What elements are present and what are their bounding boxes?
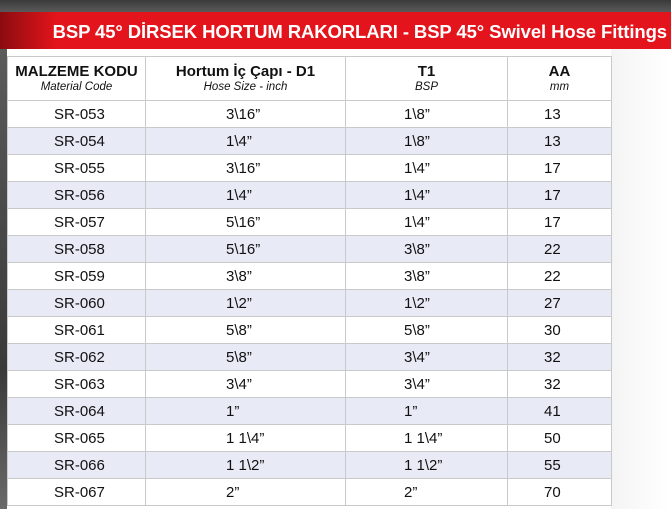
t1-cell: 1” bbox=[346, 398, 508, 425]
fittings-table bbox=[7, 56, 612, 506]
t1-cell: 1 1\4” bbox=[346, 425, 508, 452]
column-subtitle: Material Code bbox=[40, 81, 113, 93]
column-subtitle: Hose Size - inch bbox=[203, 81, 288, 93]
aa-cell: 55 bbox=[508, 452, 612, 479]
column-title: AA bbox=[548, 63, 571, 80]
hose-size-cell: 1 1\4” bbox=[146, 425, 346, 452]
aa-cell: 32 bbox=[508, 344, 612, 371]
hose-size-cell: 3\8” bbox=[146, 263, 346, 290]
table-row bbox=[8, 155, 612, 182]
right-margin bbox=[611, 49, 671, 509]
column-header-aa bbox=[508, 57, 612, 101]
material-code-cell: SR-058 bbox=[8, 236, 146, 263]
table-row bbox=[8, 344, 612, 371]
column-title: MALZEME KODU bbox=[15, 63, 138, 80]
material-code-cell: SR-064 bbox=[8, 398, 146, 425]
material-code-cell: SR-066 bbox=[8, 452, 146, 479]
aa-cell: 22 bbox=[508, 263, 612, 290]
material-code-cell: SR-062 bbox=[8, 344, 146, 371]
table-row bbox=[8, 452, 612, 479]
table-row bbox=[8, 371, 612, 398]
t1-cell: 2” bbox=[346, 479, 508, 506]
aa-cell: 30 bbox=[508, 317, 612, 344]
t1-cell: 3\8” bbox=[346, 263, 508, 290]
hose-size-cell: 5\16” bbox=[146, 236, 346, 263]
aa-cell: 22 bbox=[508, 236, 612, 263]
t1-cell: 5\8” bbox=[346, 317, 508, 344]
hose-size-cell: 5\16” bbox=[146, 209, 346, 236]
material-code-cell: SR-061 bbox=[8, 317, 146, 344]
table-row bbox=[8, 290, 612, 317]
material-code-cell: SR-053 bbox=[8, 101, 146, 128]
hose-size-cell: 1” bbox=[146, 398, 346, 425]
table-row bbox=[8, 479, 612, 506]
column-subtitle: mm bbox=[549, 81, 570, 93]
hose-size-cell: 2” bbox=[146, 479, 346, 506]
table-row bbox=[8, 236, 612, 263]
aa-cell: 70 bbox=[508, 479, 612, 506]
table-row bbox=[8, 209, 612, 236]
aa-cell: 50 bbox=[508, 425, 612, 452]
hose-size-cell: 1 1\2” bbox=[146, 452, 346, 479]
material-code-cell: SR-059 bbox=[8, 263, 146, 290]
page-title: BSP 45° DİRSEK HORTUM RAKORLARI - BSP 45° Swivel Hose Fittings bbox=[52, 21, 667, 42]
material-code-cell: SR-054 bbox=[8, 128, 146, 155]
hose-size-cell: 3\16” bbox=[146, 155, 346, 182]
aa-cell: 17 bbox=[508, 182, 612, 209]
material-code-cell: SR-056 bbox=[8, 182, 146, 209]
column-header-material-code bbox=[8, 57, 146, 101]
table-row bbox=[8, 317, 612, 344]
t1-cell: 1\4” bbox=[346, 182, 508, 209]
column-title: Hortum İç Çapı - D1 bbox=[175, 63, 316, 80]
aa-cell: 13 bbox=[508, 101, 612, 128]
top-strip bbox=[0, 0, 671, 12]
material-code-cell: SR-063 bbox=[8, 371, 146, 398]
column-subtitle: BSP bbox=[414, 81, 438, 93]
aa-cell: 13 bbox=[508, 128, 612, 155]
table-row bbox=[8, 398, 612, 425]
t1-cell: 3\4” bbox=[346, 344, 508, 371]
aa-cell: 27 bbox=[508, 290, 612, 317]
table-row bbox=[8, 263, 612, 290]
t1-cell: 1\2” bbox=[346, 290, 508, 317]
hose-size-cell: 3\16” bbox=[146, 101, 346, 128]
hose-size-cell: 1\4” bbox=[146, 128, 346, 155]
column-header-t1 bbox=[346, 57, 508, 101]
column-header-hose-size bbox=[146, 57, 346, 101]
t1-cell: 1 1\2” bbox=[346, 452, 508, 479]
aa-cell: 17 bbox=[508, 155, 612, 182]
t1-cell: 1\4” bbox=[346, 155, 508, 182]
material-code-cell: SR-055 bbox=[8, 155, 146, 182]
hose-size-cell: 5\8” bbox=[146, 344, 346, 371]
left-side-bar bbox=[0, 49, 7, 509]
hose-size-cell: 1\4” bbox=[146, 182, 346, 209]
t1-cell: 1\8” bbox=[346, 101, 508, 128]
material-code-cell: SR-057 bbox=[8, 209, 146, 236]
table-row bbox=[8, 128, 612, 155]
material-code-cell: SR-060 bbox=[8, 290, 146, 317]
column-title: T1 bbox=[417, 63, 436, 80]
banner-shadow bbox=[0, 12, 56, 49]
aa-cell: 17 bbox=[508, 209, 612, 236]
aa-cell: 41 bbox=[508, 398, 612, 425]
t1-cell: 3\8” bbox=[346, 236, 508, 263]
table-row bbox=[8, 101, 612, 128]
material-code-cell: SR-065 bbox=[8, 425, 146, 452]
hose-size-cell: 1\2” bbox=[146, 290, 346, 317]
table-row bbox=[8, 182, 612, 209]
aa-cell: 32 bbox=[508, 371, 612, 398]
hose-size-cell: 3\4” bbox=[146, 371, 346, 398]
t1-cell: 3\4” bbox=[346, 371, 508, 398]
hose-size-cell: 5\8” bbox=[146, 317, 346, 344]
material-code-cell: SR-067 bbox=[8, 479, 146, 506]
table-header-row bbox=[8, 57, 612, 101]
t1-cell: 1\4” bbox=[346, 209, 508, 236]
table-row bbox=[8, 425, 612, 452]
t1-cell: 1\8” bbox=[346, 128, 508, 155]
